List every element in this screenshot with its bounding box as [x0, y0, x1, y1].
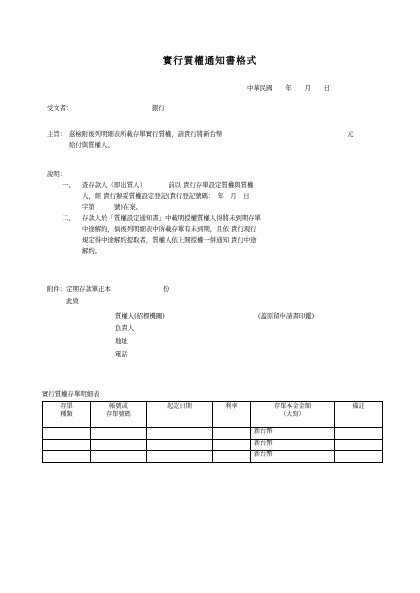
table-cell [335, 428, 383, 440]
explanation-item-2-number: 二、 [62, 214, 75, 222]
table-cell: 新台幣 [251, 428, 335, 440]
table-cell [91, 439, 147, 451]
attachment-text: 附件：定期存款單正本 [47, 285, 111, 293]
table-cell [91, 428, 147, 440]
closing-text: 此致 [66, 297, 79, 305]
header-principal-amount: 存單本金金額 （大寫） [251, 402, 335, 428]
header-deposit-type: 存單 種類 [43, 402, 91, 428]
table-cell [335, 451, 383, 463]
subject-line-1: 茲檢附後列明細表所載存單實行質權，請貴行將新台幣 [69, 130, 223, 138]
explanation-item-1-number: 一、 [62, 181, 75, 189]
explanation-item-1-line-2: 人，經 貴行辦妥質權設定登記(貴行登記號碼： 年 月 日 [82, 192, 250, 200]
explanation-item-1-line-3: 字第 號)在案。 [82, 203, 143, 211]
table-cell [147, 451, 213, 463]
header-date-range: 起訖日期 [147, 402, 213, 428]
responsible-person-label: 負責人 [115, 324, 135, 332]
table-cell [147, 428, 213, 440]
table-cell [91, 451, 147, 463]
explanation-item-2-line-4: 解約。 [82, 247, 102, 255]
table-cell [147, 439, 213, 451]
attachment-unit: 份 [163, 285, 170, 293]
table-cell: 新台幣 [251, 439, 335, 451]
detail-table-header-row [43, 402, 383, 428]
subject-label: 主旨： [47, 130, 67, 138]
table-row [43, 428, 383, 440]
address-label: 地址 [115, 337, 128, 345]
table-cell [335, 439, 383, 451]
explanation-item-1-line-1: 查存款人（即出質人） 前以 貴行存單設定質權與質權 [82, 181, 254, 189]
explanation-item-2-line-2: 中途解約，倘後列明細表中所載存單有未到期，且依 貴行現行 [82, 225, 257, 233]
detail-table-title: 實行質權存單明細表 [42, 390, 100, 398]
explanation-label: 說明： [47, 170, 67, 178]
table-cell [213, 428, 251, 440]
pledgee-label: 質權人(招標機關) [115, 312, 165, 320]
header-account-number: 帳號或 存單號碼 [91, 402, 147, 428]
table-cell [43, 451, 91, 463]
table-row [43, 439, 383, 451]
detail-table [42, 401, 383, 463]
table-cell [43, 428, 91, 440]
explanation-item-2-line-3: 規定得中途解約提取者，質權人依上開授權一併通知 貴行中途 [82, 236, 257, 244]
table-cell [43, 439, 91, 451]
table-row [43, 451, 383, 463]
date-line: 中華民國 年 月 日 [247, 84, 331, 92]
table-cell [213, 451, 251, 463]
document-title: 實行質權通知書格式 [162, 56, 258, 67]
header-remarks: 備註 [335, 402, 383, 428]
recipient-bank: 銀行 [152, 104, 165, 112]
explanation-item-2-line-1: 存款人於「質權設定通知書」中載明授權質權人得將未到期存單 [82, 214, 261, 222]
table-cell [213, 439, 251, 451]
table-cell: 新台幣 [251, 451, 335, 463]
subject-unit: 元 [347, 130, 354, 138]
header-interest-rate: 利率 [213, 402, 251, 428]
recipient-label: 受文者： [47, 104, 73, 112]
subject-line-2: 給付與質權人。 [69, 141, 114, 149]
phone-label: 電話 [115, 350, 128, 358]
seal-note: (蓋原留申請書印鑑) [258, 312, 315, 320]
